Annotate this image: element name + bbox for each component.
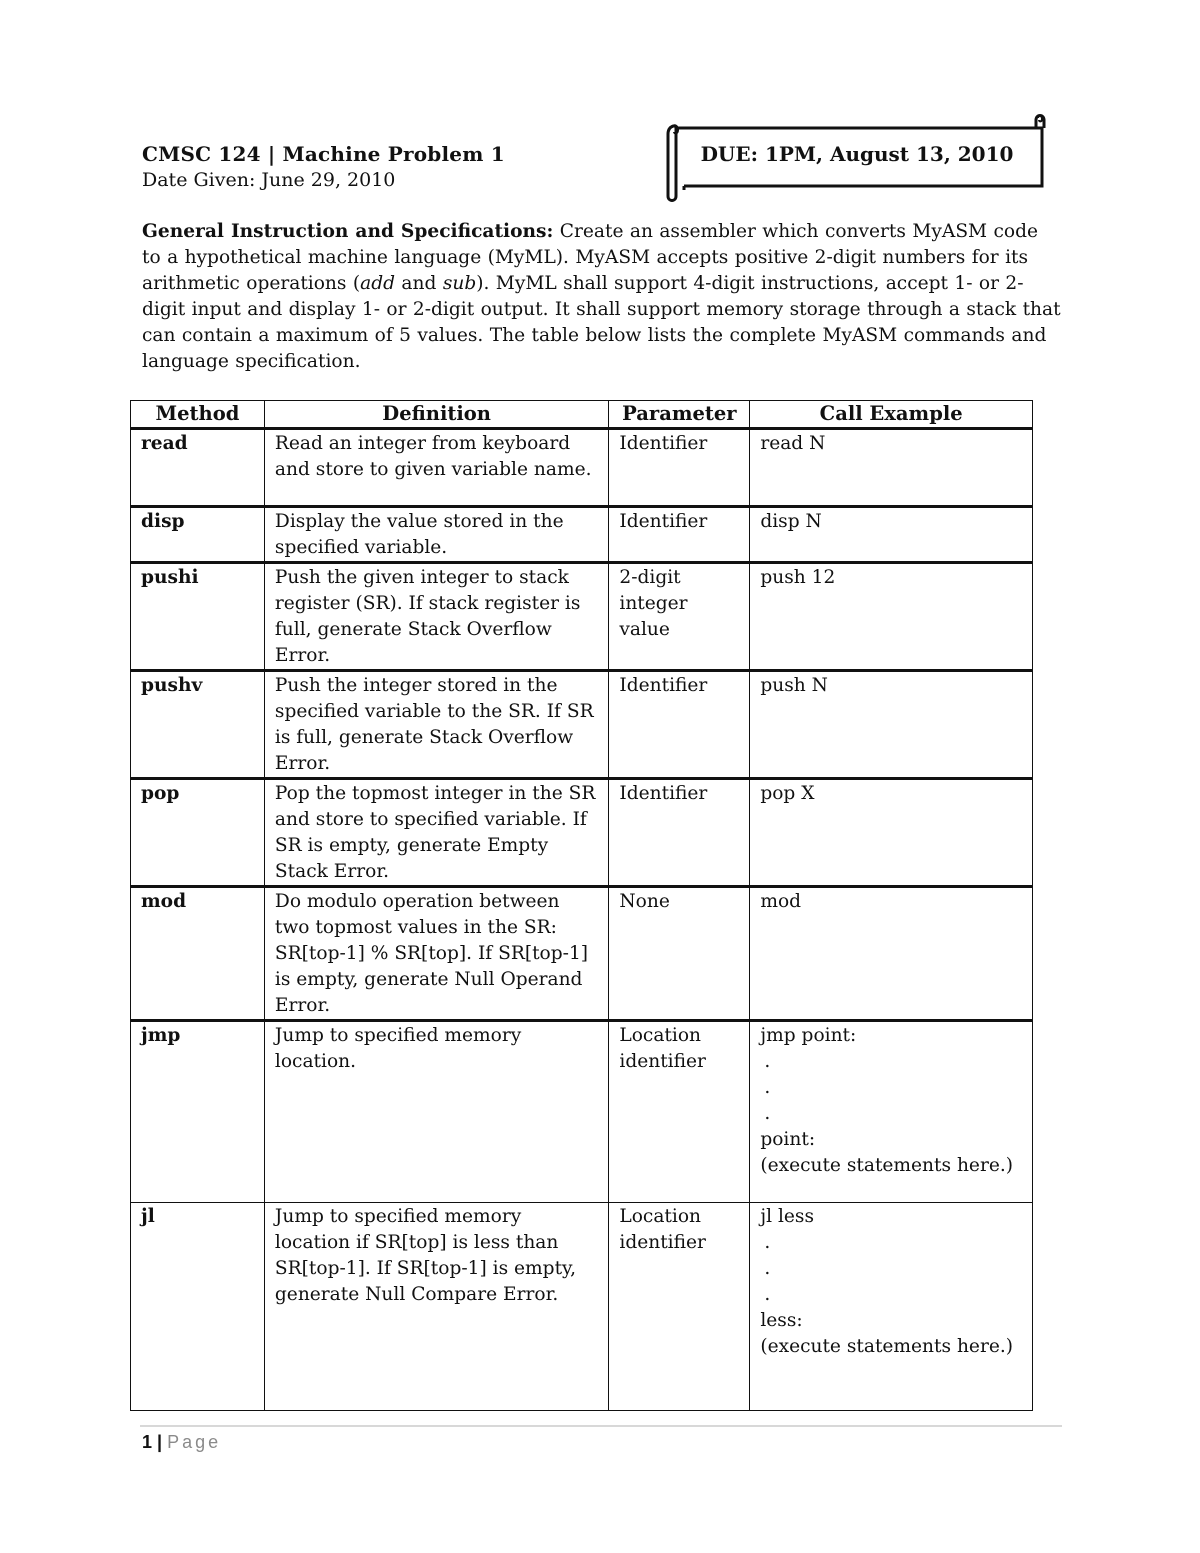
call-example-line: disp N — [760, 511, 822, 532]
call-example-line: push 12 — [760, 567, 836, 588]
call-example-cell — [750, 887, 1033, 1021]
parameter-cell: Location identifier — [609, 1203, 750, 1411]
definition-cell: Push the integer stored in the specified variable to the SR. If SR is full, generate Stack Overflow Error. — [264, 671, 608, 779]
method-cell: mod — [131, 887, 265, 1021]
parameter-cell: Identifier — [609, 779, 750, 887]
column-header-parameter: Parameter — [609, 401, 750, 429]
document-title: CMSC 124 | Machine Problem 1 — [142, 142, 505, 166]
page-label: Page — [167, 1432, 222, 1452]
intro-heading: General Instruction and Specifications: — [142, 221, 554, 242]
parameter-cell: Identifier — [609, 671, 750, 779]
method-cell: jmp — [131, 1021, 265, 1203]
column-header-method: Method — [131, 401, 265, 429]
table-row — [131, 1203, 1033, 1411]
method-cell: pushv — [131, 671, 265, 779]
table-row — [131, 887, 1033, 1021]
call-example-line: . — [764, 1284, 771, 1305]
intro-op-add: add — [360, 273, 396, 294]
definition-cell: Pop the topmost integer in the SR and store to specified variable. If SR is empty, generate Empty Stack Error. — [264, 779, 608, 887]
method-cell: read — [131, 429, 265, 507]
parameter-cell: Identifier — [609, 429, 750, 507]
table-row — [131, 429, 1033, 507]
call-example-line: . — [764, 1077, 771, 1098]
call-example-line: . — [764, 1232, 771, 1253]
method-cell: disp — [131, 507, 265, 563]
call-example-line: push N — [760, 675, 828, 696]
intro-text-and: and — [395, 273, 443, 294]
call-example-line: (execute statements here.) — [760, 1155, 1013, 1176]
intro-text-1: Create an assembler which converts MyASM code to a hypothetical machine language (MyML). MyASM accepts positive 2-digit numbers for its arithmetic operations ( — [142, 221, 1039, 294]
method-cell: pop — [131, 779, 265, 887]
definition-cell: Do modulo operation between two topmost values in the SR: SR[top-1] % SR[top]. If SR[top-1] is empty, generate Null Operand Error. — [264, 887, 608, 1021]
call-example-line: jl less — [760, 1206, 814, 1227]
command-table — [130, 400, 1033, 1411]
definition-cell: Read an integer from keyboard and store to given variable name. — [264, 429, 608, 507]
method-cell: jl — [131, 1203, 265, 1411]
definition-cell: Push the given integer to stack register (SR). If stack register is full, generate Stack Overflow Error. — [264, 563, 608, 671]
column-header-definition: Definition — [264, 401, 608, 429]
definition-cell: Display the value stored in the specified variable. — [264, 507, 608, 563]
intro-op-sub: sub — [442, 273, 477, 294]
call-example-line: less: — [760, 1310, 803, 1331]
table-row — [131, 507, 1033, 563]
column-header-call-example: Call Example — [750, 401, 1033, 429]
table-row — [131, 563, 1033, 671]
page-separator: | — [157, 1432, 163, 1452]
footer-divider — [140, 1425, 1062, 1427]
call-example-cell — [750, 1203, 1033, 1411]
due-date: DUE: 1PM, August 13, 2010 — [700, 142, 1014, 166]
call-example-line: . — [764, 1051, 771, 1072]
intro-paragraph — [142, 219, 1062, 375]
table-header-row — [131, 401, 1033, 429]
definition-cell: Jump to specified memory location. — [264, 1021, 608, 1203]
call-example-line: read N — [760, 433, 826, 454]
parameter-cell: None — [609, 887, 750, 1021]
call-example-line: (execute statements here.) — [760, 1336, 1013, 1357]
definition-cell: Jump to specified memory location if SR[top] is less than SR[top-1]. If SR[top-1] is empty, generate Null Compare Error. — [264, 1203, 608, 1411]
table-row — [131, 1021, 1033, 1203]
method-cell: pushi — [131, 563, 265, 671]
call-example-cell — [750, 563, 1033, 671]
call-example-cell — [750, 429, 1033, 507]
parameter-cell: 2-digit integer value — [609, 563, 750, 671]
page-number: 1 — [142, 1432, 153, 1452]
call-example-line: pop X — [760, 783, 815, 804]
call-example-cell — [750, 779, 1033, 887]
intro-text-2: ). MyML shall support 4-digit instructions, accept 1- or 2-digit input and display 1- or 2-digit output. It shall support memory storage through a stack that can contain a maximum of 5 values. The table below lists the complete MyASM commands and language specification. — [142, 273, 1061, 372]
parameter-cell: Identifier — [609, 507, 750, 563]
call-example-cell — [750, 1021, 1033, 1203]
call-example-line: mod — [760, 891, 802, 912]
call-example-line: . — [764, 1258, 771, 1279]
call-example-line: jmp point: — [760, 1025, 857, 1046]
table-row — [131, 779, 1033, 887]
parameter-cell: Location identifier — [609, 1021, 750, 1203]
call-example-line: . — [764, 1103, 771, 1124]
call-example-cell — [750, 671, 1033, 779]
page-footer — [142, 1432, 221, 1453]
table-row — [131, 671, 1033, 779]
call-example-line: point: — [760, 1129, 816, 1150]
date-given: Date Given: June 29, 2010 — [142, 169, 396, 191]
call-example-cell — [750, 507, 1033, 563]
